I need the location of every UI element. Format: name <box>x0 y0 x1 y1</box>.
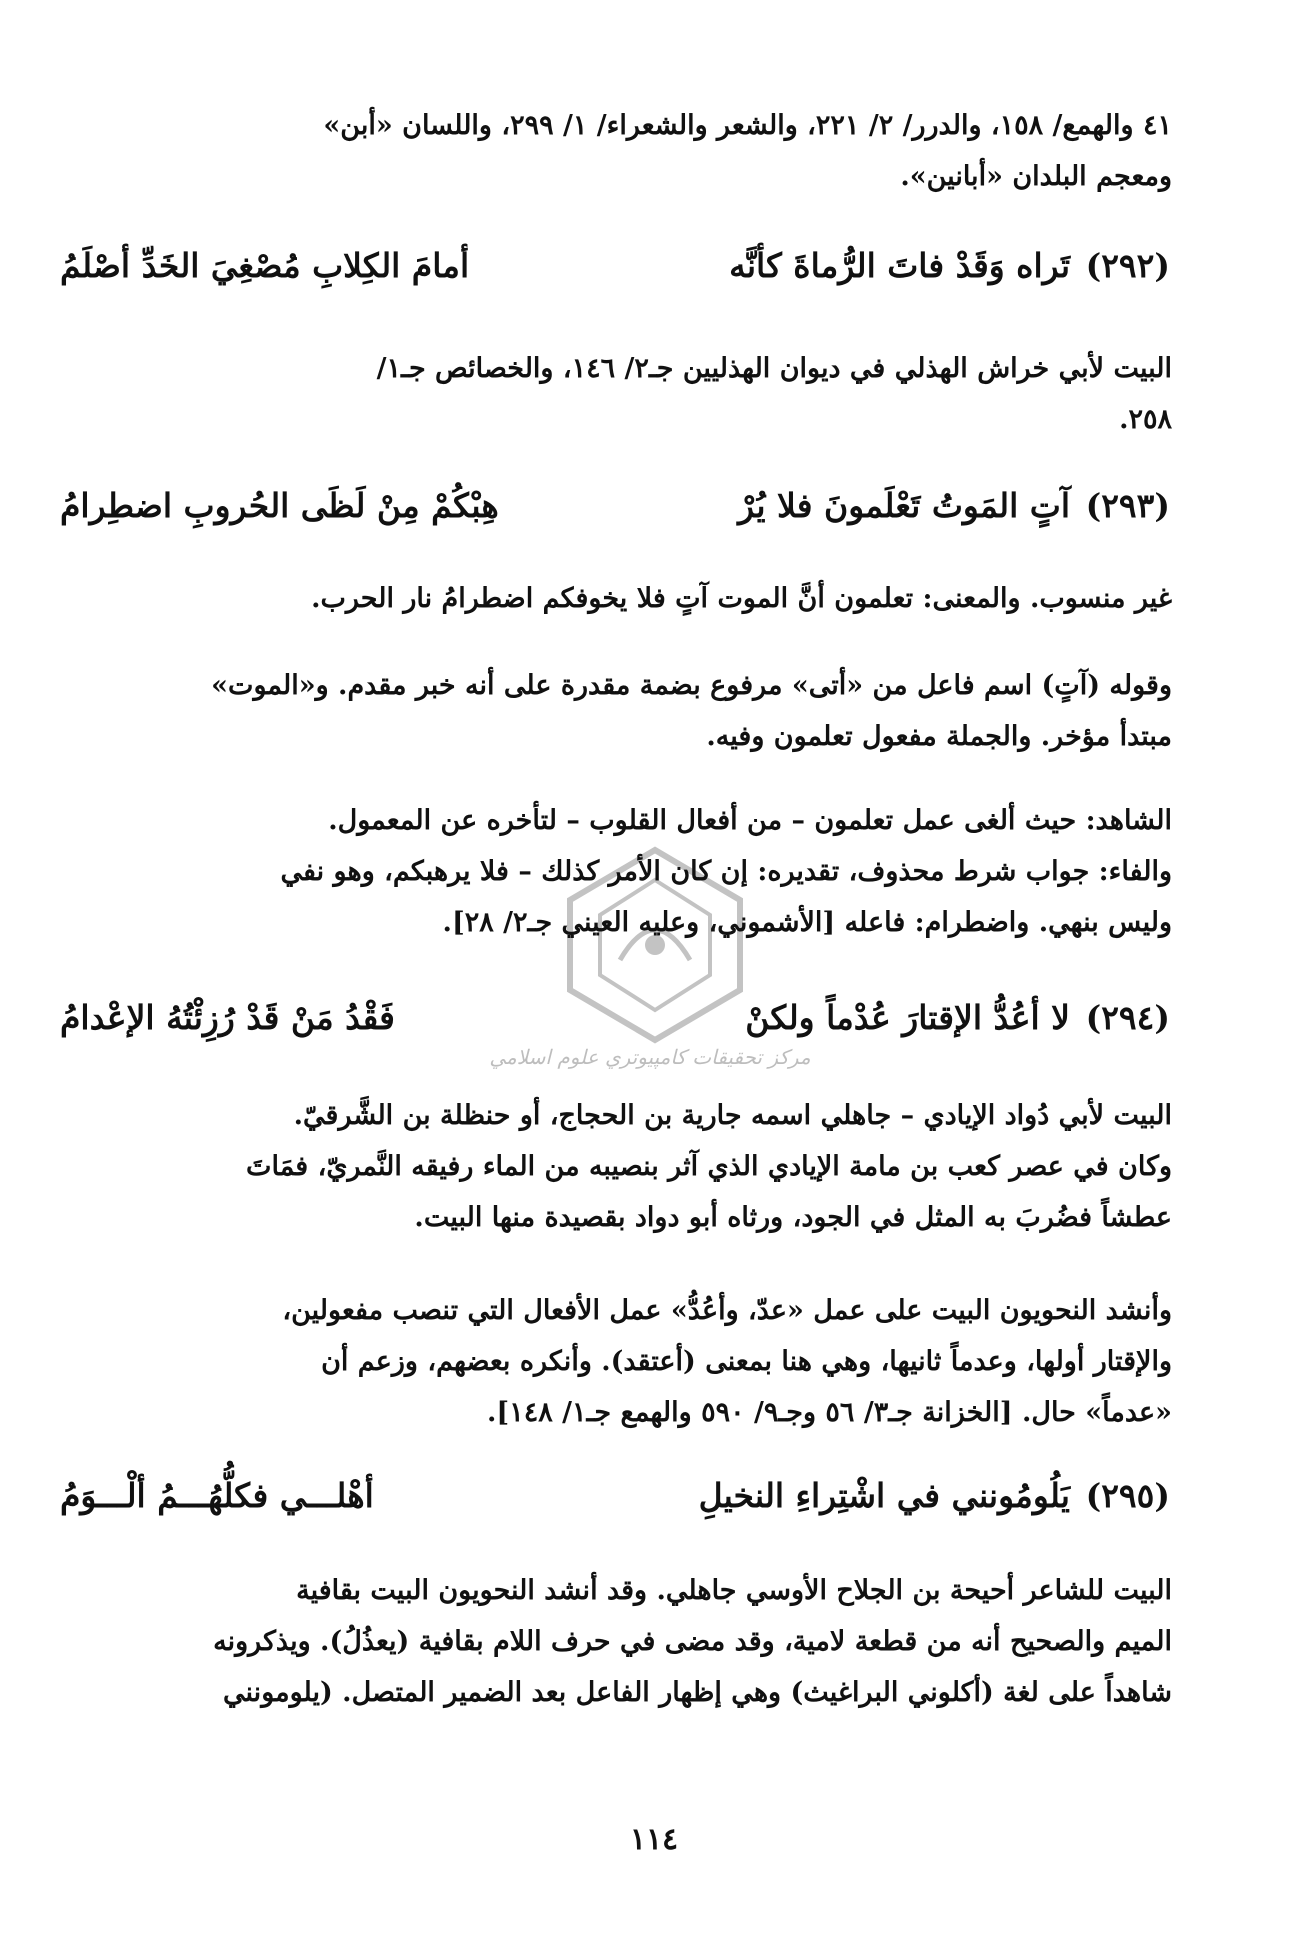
text-line: والإقتار أولها، وعدماً ثانيها، وهي هنا بمعنى (أعتقد). وأنكره بعضهم، وزعم أن <box>321 1346 1172 1377</box>
text-line: وقوله (آتٍ) اسم فاعل من «أتى» مرفوع بضمة مقدرة على أنه خبر مقدم. و«الموت» <box>211 670 1172 701</box>
evidence-paragraph <box>88 795 1172 948</box>
text-line: الشاهد: حيث ألغى عمل تعلمون – من أفعال القلوب – لتأخره عن المعمول. <box>328 805 1172 836</box>
verse-number: (٢٩٤) <box>1085 998 1170 1037</box>
verse-292 <box>60 240 1170 300</box>
text-line: البيت لأبي خراش الهذلي في ديوان الهذليين جـ٢/ ١٤٦، والخصائص جـ١/ <box>376 353 1172 384</box>
text-line: وليس بنهي. واضطرام: فاعله [الأشموني، وعليه العيني جـ٢/ ٢٨]. <box>442 907 1172 938</box>
page-number: ١١٤ <box>629 1822 679 1857</box>
verse-295 <box>60 1470 1170 1530</box>
text-line: عطشاً فضُربَ به المثل في الجود، ورثاه أبو دواد بقصيدة منها البيت. <box>414 1202 1172 1233</box>
text-line: الميم والصحيح أنه من قطعة لامية، وقد مضى في حرف اللام بقافية (يعذُلُ). ويذكرونه <box>213 1626 1172 1657</box>
text-line: ومعجم البلدان «أبانين». <box>900 161 1172 192</box>
verse-294 <box>60 992 1170 1052</box>
verse-second-hemistich: أهْلـــي فكلُّهُـــمُ ألْـــوَمُ <box>60 1476 374 1515</box>
text-line: شاهداً على لغة (أكلوني البراغيث) وهي إظهار الفاعل بعد الضمير المتصل. (يلومونني <box>223 1677 1172 1708</box>
verse-first-hemistich: تَراه وَقَدْ فاتَ الرُّماةَ كأنَّه <box>729 246 1070 285</box>
text-line: غير منسوب. والمعنى: تعلمون أنَّ الموت آتٍ فلا يخوفكم اضطرامُ نار الحرب. <box>311 583 1172 614</box>
verse-second-hemistich: فَقْدُ مَنْ قَدْ رُزِئْتُهُ الإعْدامُ <box>60 998 395 1037</box>
verse-first-hemistich: آتٍ المَوتُ تَعْلَمونَ فلا يُرْ <box>738 486 1070 525</box>
attribution-paragraph <box>88 343 1172 445</box>
verse-first-hemistich: لا أعُدُّ الإقتارَ عُدْماً ولكنْ <box>745 998 1070 1037</box>
text-line: البيت للشاعر أحيحة بن الجلاح الأوسي جاهلي. وقد أنشد النحويون البيت بقافية <box>296 1575 1172 1606</box>
text-line: «عدماً» حال. [الخزانة جـ٣/ ٥٦ وجـ٩/ ٥٩٠ والهمع جـ١/ ١٤٨]. <box>487 1397 1172 1428</box>
text-line: والفاء: جواب شرط محذوف، تقديره: إن كان الأمر كذلك – فلا يرهبكم، وهو نفي <box>280 856 1172 887</box>
text-line: ٢٥٨. <box>1119 404 1172 435</box>
text-line: ٤١ والهمع/ ١٥٨، والدرر/ ٢/ ٢٢١، والشعر والشعراء/ ١/ ٢٩٩، واللسان «أبن» <box>323 110 1172 141</box>
verse-number: (٢٩٢) <box>1085 246 1170 285</box>
reference-paragraph <box>88 100 1172 202</box>
verse-number: (٢٩٣) <box>1085 486 1170 525</box>
text-line: وأنشد النحويون البيت على عمل «عدّ، وأعُدُّ» عمل الأفعال التي تنصب مفعولين، <box>282 1295 1172 1326</box>
verse-first-hemistich: يَلُومُونني في اشْتِراءِ النخيلِ <box>698 1476 1070 1515</box>
text-line: البيت لأبي دُواد الإيادي – جاهلي اسمه جارية بن الحجاج، أو حنظلة بن الشَّرقيّ. <box>293 1100 1172 1131</box>
watermark-caption-text: مركز تحقيقات كامپيوتري علوم اسلامي <box>489 1045 811 1069</box>
poet-paragraph <box>88 1090 1172 1243</box>
text-line: مبتدأ مؤخر. والجملة مفعول تعلمون وفيه. <box>706 721 1172 752</box>
closing-paragraph <box>88 1565 1172 1718</box>
verse-second-hemistich: هِبْكُمْ مِنْ لَظَى الحُروبِ اضطِرامُ <box>60 486 499 525</box>
grammarians-paragraph <box>88 1285 1172 1438</box>
verse-number: (٢٩٥) <box>1085 1476 1170 1515</box>
verse-293 <box>60 480 1170 540</box>
grammar-paragraph <box>88 660 1172 762</box>
verse-second-hemistich: أمامَ الكِلابِ مُصْغِيَ الخَدِّ أصْلَمُ <box>60 246 470 285</box>
text-line: وكان في عصر كعب بن مامة الإيادي الذي آثر بنصيبه من الماء رفيقه النَّمريّ، فمَاتَ <box>246 1151 1172 1182</box>
meaning-paragraph <box>88 573 1172 624</box>
